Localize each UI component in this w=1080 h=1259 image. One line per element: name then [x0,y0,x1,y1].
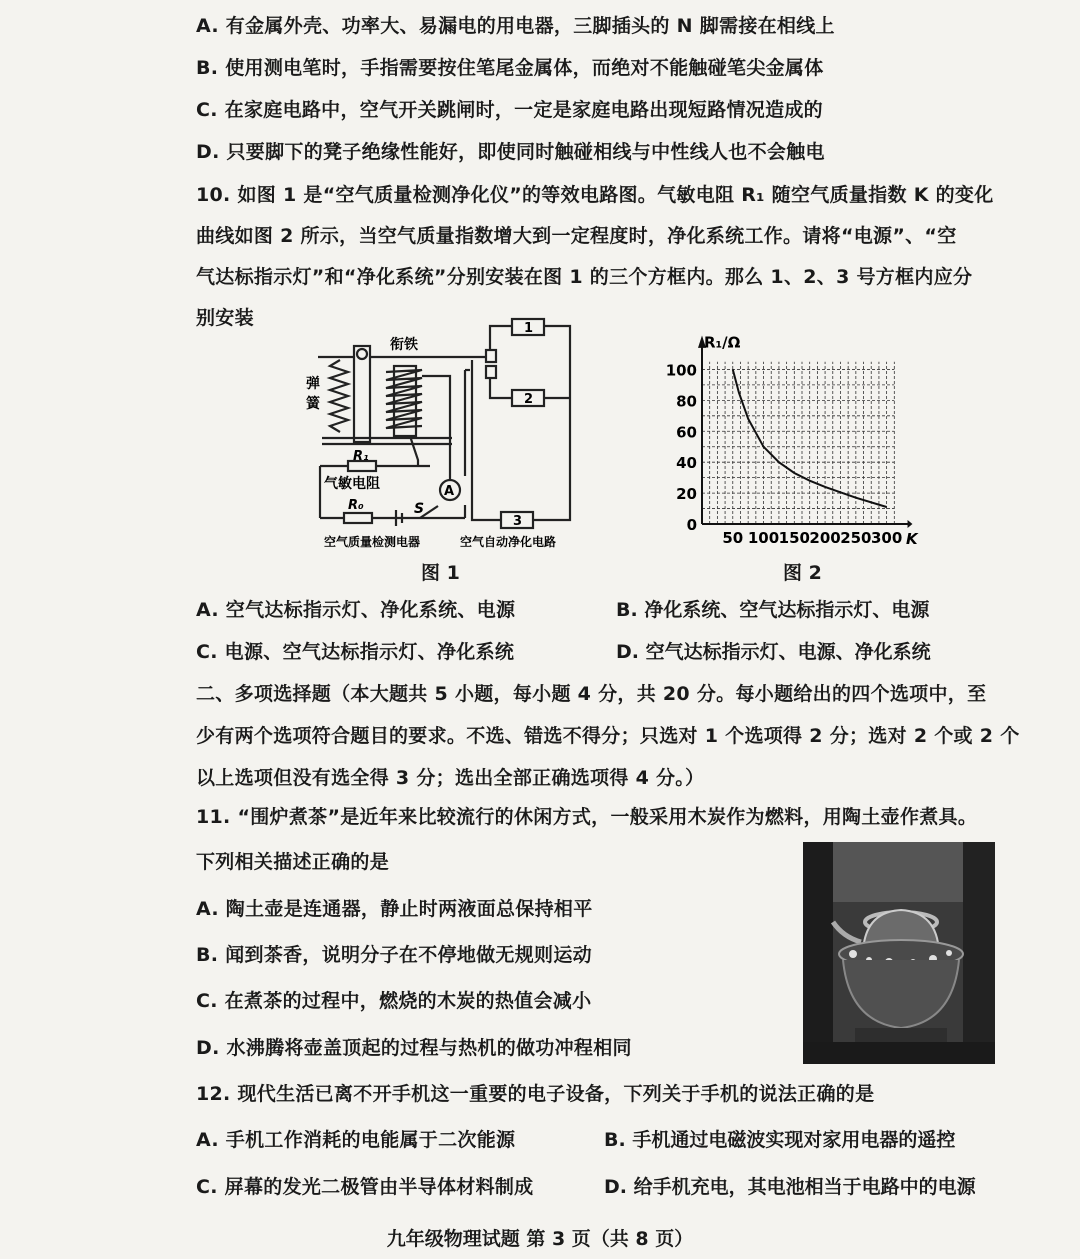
y-tick-label: 100 [665,361,697,380]
y-tick-label: 0 [686,516,697,534]
x-tick-label: 100 [747,529,780,547]
ammeter-label: A [444,484,455,499]
x-tick-label: 50 [722,529,744,547]
q9-option-b: B. 使用测电笔时，手指需要按住笔尾金属体，而绝对不能触碰笔尖金属体 [196,57,824,79]
box1-label: 1 [524,321,534,336]
q10-stem-line2: 曲线如图 2 所示，当空气质量指数增大到一定程度时，净化系统工作。请将“电源”、“空 [196,225,957,247]
q12-stem: 12. 现代生活已离不开手机这一重要的电子设备，下列关于手机的说法正确的是 [196,1083,875,1105]
spring-label-2: 簧 [306,396,320,412]
page-footer: 九年级物理试题 第 3 页（共 8 页） [386,1228,694,1250]
q10-option-d: D. 空气达标指示灯、电源、净化系统 [616,641,931,663]
spring-label-1: 弹 [306,376,320,392]
q10-stem-line3: 气达标指示灯”和“净化系统”分别安装在图 1 的三个方框内。那么 1、2、3 号方框内应分 [196,266,973,288]
q9-option-a: A. 有金属外壳、功率大、易漏电的用电器，三脚插头的 N 脚需接在相线上 [196,15,835,37]
q12-option-d: D. 给手机充电，其电池相当于电路中的电源 [604,1176,976,1198]
right-circuit-caption: 空气自动净化电路 [460,535,557,549]
box3-label: 3 [513,514,523,529]
q11-option-c: C. 在煮茶的过程中，燃烧的木炭的热值会减小 [196,990,592,1012]
q10-option-c: C. 电源、空气达标指示灯、净化系统 [196,641,515,663]
y-tick-label: 80 [676,392,697,411]
figure2-caption: 图 2 [783,562,822,584]
y-tick-label: 60 [676,423,697,442]
figure2-chart [660,328,930,558]
figure1-caption: 图 1 [421,562,460,584]
q11-stem-line1: 11. “围炉煮茶”是近年来比较流行的休闲方式，一般采用木炭作为燃料，用陶土壶作煮具。 [196,806,978,828]
x-tick-label: 150 [778,529,810,547]
q11-option-a: A. 陶土壶是连通器，静止时两液面总保持相平 [196,898,593,920]
armature-label: 衔铁 [390,337,418,353]
q10-stem-line1: 10. 如图 1 是“空气质量检测净化仪”的等效电路图。气敏电阻 R₁ 随空气质量指数 K 的变化 [196,184,994,206]
teapot-illustration [803,842,995,1064]
q11-option-b: B. 闻到茶香，说明分子在不停地做无规则运动 [196,944,592,966]
q10-option-b: B. 净化系统、空气达标指示灯、电源 [616,599,930,621]
q10-stem-line4: 别安装 [196,307,254,329]
q12-option-b: B. 手机通过电磁波实现对家用电器的遥控 [604,1129,956,1151]
gas-sensor-label: 气敏电阻 [324,476,380,492]
y-tick-label: 40 [676,454,697,473]
x-tick-label: 250 [840,529,872,547]
q11-stem-line2: 下列相关描述正确的是 [196,851,390,873]
box2-label: 2 [524,392,534,407]
figure1-circuit [300,310,600,560]
x-axis-arrow [908,520,913,528]
section2-line2: 少有两个选项符合题目的要求。不选、错选不得分；只选对 1 个选项得 2 分；选对 2 个或 2 个 [196,725,1020,747]
q11-option-d: D. 水沸腾将壶盖顶起的过程与热机的做功冲程相同 [196,1037,632,1059]
q9-option-d: D. 只要脚下的凳子绝缘性能好，即使同时触碰相线与中性线人也不会触电 [196,141,825,163]
x-axis-label: K [906,530,918,548]
section2-line1: 二、多项选择题（本大题共 5 小题，每小题 4 分，共 20 分。每小题给出的四个选项中，至 [196,683,987,705]
x-tick-label: 200 [809,529,841,547]
teapot-photo [803,842,995,1064]
x-tick-label: 300 [870,529,903,547]
q12-option-c: C. 屏幕的发光二极管由半导体材料制成 [196,1176,534,1198]
r1-label: R₁ [353,449,369,464]
q12-option-a: A. 手机工作消耗的电能属于二次能源 [196,1129,516,1151]
section2-line3: 以上选项但没有选全得 3 分；选出全部正确选项得 4 分。） [196,767,705,789]
switch-label: S [414,501,425,517]
left-circuit-caption: 空气质量检测电器 [324,535,421,549]
q10-option-a: A. 空气达标指示灯、净化系统、电源 [196,599,516,621]
y-axis-label: R₁/Ω [704,333,741,352]
q9-option-c: C. 在家庭电路中，空气开关跳闸时，一定是家庭电路出现短路情况造成的 [196,99,823,121]
y-tick-label: 20 [676,485,697,504]
r0-label: R₀ [348,498,364,513]
